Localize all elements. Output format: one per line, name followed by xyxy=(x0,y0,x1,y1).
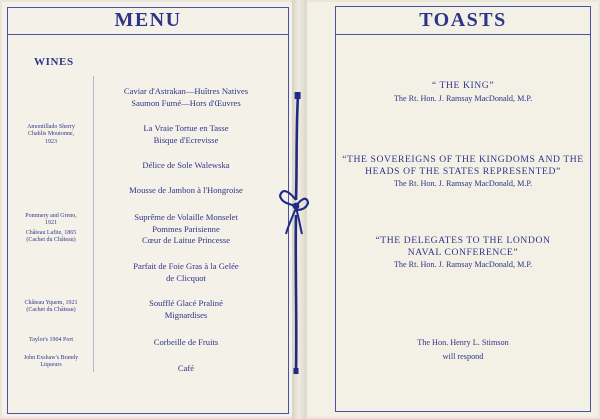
toast-2 xyxy=(340,154,586,189)
wine-line: Taylor's 1904 Port xyxy=(29,337,73,343)
course-1 xyxy=(96,86,276,109)
course-line: Mignardises xyxy=(164,309,208,320)
respond-note: will respond xyxy=(442,352,484,361)
wine-line: 1921 xyxy=(45,220,57,227)
wine-line: Pommery and Greno, xyxy=(25,213,77,219)
course-9 xyxy=(96,363,276,375)
course-line: de Clicquot xyxy=(166,272,206,283)
course-4 xyxy=(96,185,276,197)
course-line: Cœur de Laitue Princesse xyxy=(141,235,231,245)
course-8 xyxy=(96,337,276,349)
course-line: Parfait de Foie Gras à la Gelée xyxy=(133,261,239,271)
menu-heading: MENU xyxy=(114,9,182,31)
course-line: Suprême de Volaille Monselet xyxy=(134,212,238,222)
wine-line: Château Yquem, 1921 xyxy=(24,300,78,306)
toast-proposer: The Rt. Hon. J. Ramsay MacDonald, M.P. xyxy=(393,260,533,269)
menu-heading-rule xyxy=(7,34,289,35)
toast-title: “ THE KING” xyxy=(431,80,495,91)
ribbon-icon xyxy=(276,0,316,419)
menu-border xyxy=(7,7,289,414)
toasts-heading: TOASTS xyxy=(419,9,507,31)
wine-line: John Exshaw's Brandy xyxy=(23,355,79,361)
wine-line: Chablis Moutonne, xyxy=(28,131,74,138)
wine-entry-4 xyxy=(15,337,87,344)
respondent-block xyxy=(340,336,586,364)
course-line: Corbeille de Fruits xyxy=(153,337,219,347)
course-line: Caviar d'Astrakan—Huîtres Natives xyxy=(123,86,249,96)
toast-3 xyxy=(340,235,586,270)
wine-line: (Cachet du Château) xyxy=(26,307,76,314)
wine-line: (Cachet du Château) xyxy=(26,237,76,244)
course-line: Pommes Parisienne xyxy=(152,223,220,234)
course-line: Café xyxy=(177,363,195,373)
course-line: Bisque d'Ecrevisse xyxy=(153,134,219,145)
course-6 xyxy=(96,261,276,284)
course-line: Mousse de Jambon à l'Hongroise xyxy=(129,185,243,195)
toast-proposer: The Rt. Hon. J. Ramsay MacDonald, M.P. xyxy=(393,179,533,188)
wine-line: 1923 xyxy=(45,138,57,145)
wine-entry-1 xyxy=(15,124,87,146)
course-2 xyxy=(96,123,276,146)
wine-entry-2 xyxy=(15,213,87,245)
wine-line: Liqueurs xyxy=(40,362,62,369)
course-line: Saumon Fumé—Hors d'Œuvres xyxy=(131,97,241,108)
toasts-heading-rule xyxy=(335,34,591,35)
course-line: Délice de Sole Walewska xyxy=(142,160,230,170)
wine-column-divider xyxy=(93,76,94,372)
toast-proposer: The Rt. Hon. J. Ramsay MacDonald, M.P. xyxy=(393,93,533,103)
wines-title: WINES xyxy=(34,56,74,68)
respondent-name: The Hon. Henry L. Stimson xyxy=(417,338,509,347)
toast-1 xyxy=(340,80,586,104)
wine-line: Château Lafite, 1865 xyxy=(25,229,77,236)
wine-line: Amontillado Sherry xyxy=(27,124,75,130)
course-5 xyxy=(96,212,276,247)
wine-entry-5 xyxy=(15,355,87,370)
toast-title: “THE SOVEREIGNS OF THE KINGDOMS AND THE HEADS OF THE STATES REPRESENTED” xyxy=(342,154,584,177)
course-line: La Vraie Tortue en Tasse xyxy=(143,123,229,133)
toast-title: “THE DELEGATES TO THE LONDON NAVAL CONFERENCE” xyxy=(375,235,551,258)
course-3 xyxy=(96,160,276,172)
course-line: Soufflé Glacé Praliné xyxy=(149,298,223,308)
wine-entry-3 xyxy=(15,300,87,315)
course-7 xyxy=(96,298,276,321)
